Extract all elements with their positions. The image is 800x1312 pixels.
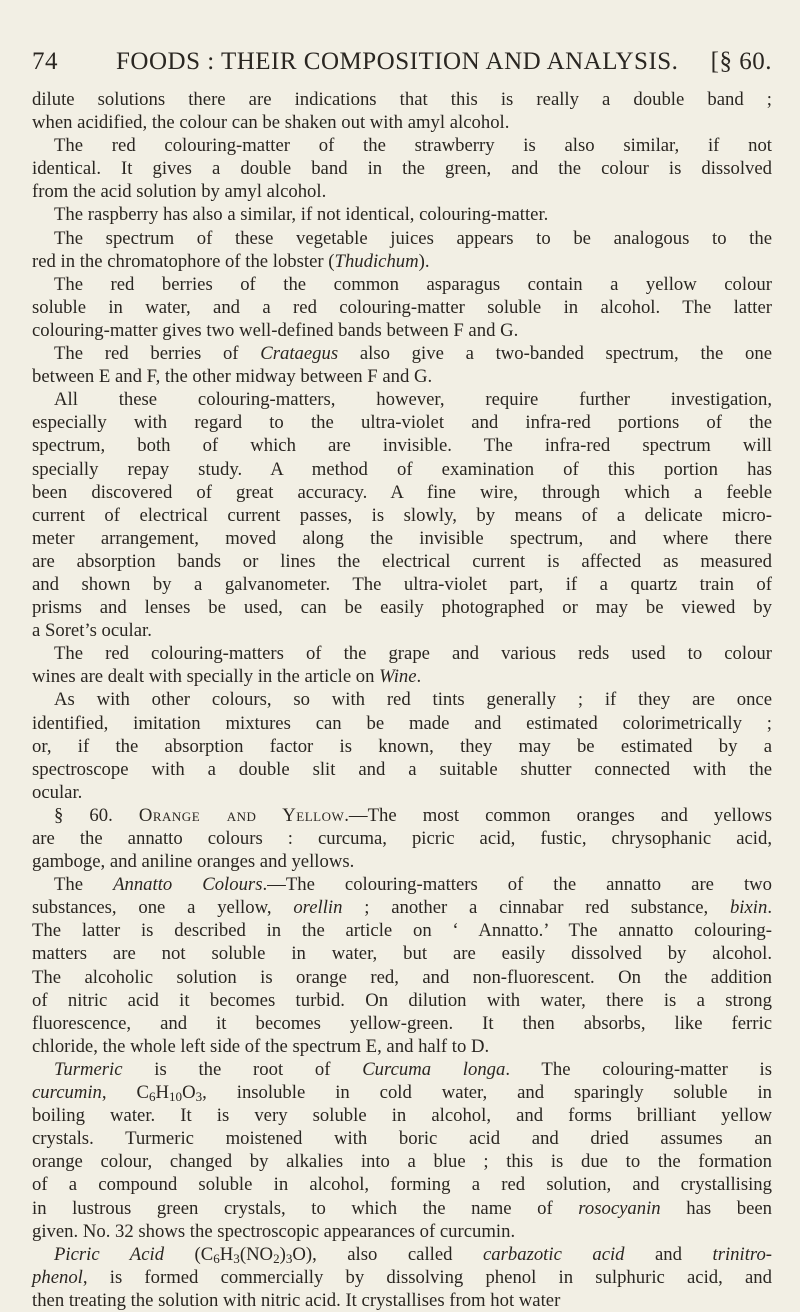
text-line: fluorescence, and it becomes yellow-green. It then absorbs, like ferric [32, 1012, 772, 1034]
text-line: in lustrous green crystals, to which the name of rosocyanin has been [32, 1197, 773, 1219]
text-line: then treating the solution with nitric acid. It crystallises from hot water [32, 1289, 561, 1311]
text-line: and shown by a galvanometer. The ultra-violet part, if a quartz train of [32, 573, 772, 595]
text-line: Turmeric is the root of Curcuma longa. The colouring-matter is [54, 1058, 772, 1080]
text-line: curcumin, $C_6H_{10}O_3$, insoluble in cold water, and sparingly soluble in [32, 1082, 772, 1105]
text-line: spectrum, both of which are invisible. The infra-red spectrum will [32, 435, 772, 457]
running-title: FOODS : THEIR COMPOSITION AND ANALYSIS. [116, 48, 679, 75]
text-line: gamboge, and aniline oranges and yellows. [32, 851, 355, 873]
text-line: or, if the absorption factor is known, they may be estimated by a [32, 735, 772, 757]
text-line: phenol, is formed commercially by dissolving phenol in sulphuric acid, and [32, 1266, 772, 1288]
text-line: crystals. Turmeric moistened with boric acid and dried assumes an [32, 1128, 772, 1150]
text-line: of nitric acid it becomes turbid. On dilution with water, there is a strong [32, 989, 772, 1011]
text-line: The raspberry has also a similar, if not identical, colouring-matter. [54, 204, 549, 226]
text-line: The red colouring-matter of the strawberry is also similar, if not [54, 135, 772, 157]
text-line: boiling water. It is very soluble in alcohol, and forms brilliant yellow [32, 1105, 772, 1127]
text-line: identical. It gives a double band in the green, and the colour is dissolved [32, 158, 772, 180]
text-line: prisms and lenses be used, can be easily photographed or may be viewed by [32, 597, 772, 619]
text-line: specially repay study. A method of examination of this portion has [32, 458, 772, 480]
text-line: The Annatto Colours.—The colouring-matters of the annatto are two [54, 874, 772, 896]
text-line: chloride, the whole left side of the spectrum E, and half to D. [32, 1035, 490, 1057]
text-line: spectroscope with a double slit and a suitable shutter connected with the [32, 758, 772, 780]
text-line: when acidified, the colour can be shaken out with amyl alcohol. [32, 112, 510, 134]
text-line: The red colouring-matters of the grape and various reds used to colour [54, 643, 772, 665]
text-line: matters are not soluble in water, but are easily dissolved by alcohol. [32, 943, 772, 965]
text-line: The latter is described in the article on ‘ Annatto.’ The annatto colouring- [32, 920, 772, 942]
text-line: The alcoholic solution is orange red, and non-fluorescent. On the addition [32, 966, 772, 988]
body-text [32, 88, 772, 1312]
text-line: been discovered of great accuracy. A fine wire, through which a feeble [32, 481, 772, 503]
page-header [32, 48, 772, 82]
text-line: The spectrum of these vegetable juices appears to be analogous to the [54, 227, 772, 249]
text-line: between E and F, the other midway between F and G. [32, 366, 433, 388]
text-line: of a compound soluble in alcohol, forming a red solution, and crystallising [32, 1174, 772, 1196]
text-line: The red berries of Crataegus also give a two-banded spectrum, the one [54, 343, 772, 365]
text-line: red in the chromatophore of the lobster (Thudichum). [32, 250, 430, 272]
text-line: meter arrangement, moved along the invisible spectrum, and where there [32, 527, 772, 549]
text-line: As with other colours, so with red tints generally ; if they are once [54, 689, 772, 711]
text-line: especially with regard to the ultra-violet and infra-red portions of the [32, 412, 772, 434]
text-line: a Soret’s ocular. [32, 620, 152, 642]
text-line: current of electrical current passes, is slowly, by means of a delicate micro- [32, 504, 772, 526]
text-line: § 60. Orange and Yellow.—The most common oranges and yellows [54, 804, 772, 826]
text-line: given. No. 32 shows the spectroscopic appearances of curcumin. [32, 1220, 516, 1242]
page-number: 74 [32, 48, 58, 75]
text-line: orange colour, changed by alkalies into a blue ; this is due to the formation [32, 1151, 772, 1173]
text-line: soluble in water, and a red colouring-matter soluble in alcohol. The latter [32, 296, 772, 318]
text-line: All these colouring-matters, however, require further investigation, [54, 389, 772, 411]
text-line: wines are dealt with specially in the article on Wine. [32, 666, 422, 688]
text-line: identified, imitation mixtures can be made and estimated colorimetrically ; [32, 712, 772, 734]
text-line: substances, one a yellow, orellin ; another a cinnabar red substance, bixin. [32, 897, 772, 919]
text-line: ocular. [32, 781, 83, 803]
section-marker: [§ 60. [710, 48, 772, 75]
text-line: dilute solutions there are indications that this is really a double band ; [32, 89, 772, 110]
text-line: Picric Acid $(C_6H_3(NO_2)_3O)$, also called carbazotic acid and trinitro- [54, 1243, 773, 1266]
text-line: are absorption bands or lines the electrical current is affected as measured [32, 550, 772, 572]
text-line: The red berries of the common asparagus contain a yellow colour [54, 273, 772, 295]
text-line: are the annatto colours : curcuma, picric acid, fustic, chrysophanic acid, [32, 828, 772, 849]
text-line: colouring-matter gives two well-defined bands between F and G. [32, 319, 519, 341]
text-line: from the acid solution by amyl alcohol. [32, 181, 327, 203]
